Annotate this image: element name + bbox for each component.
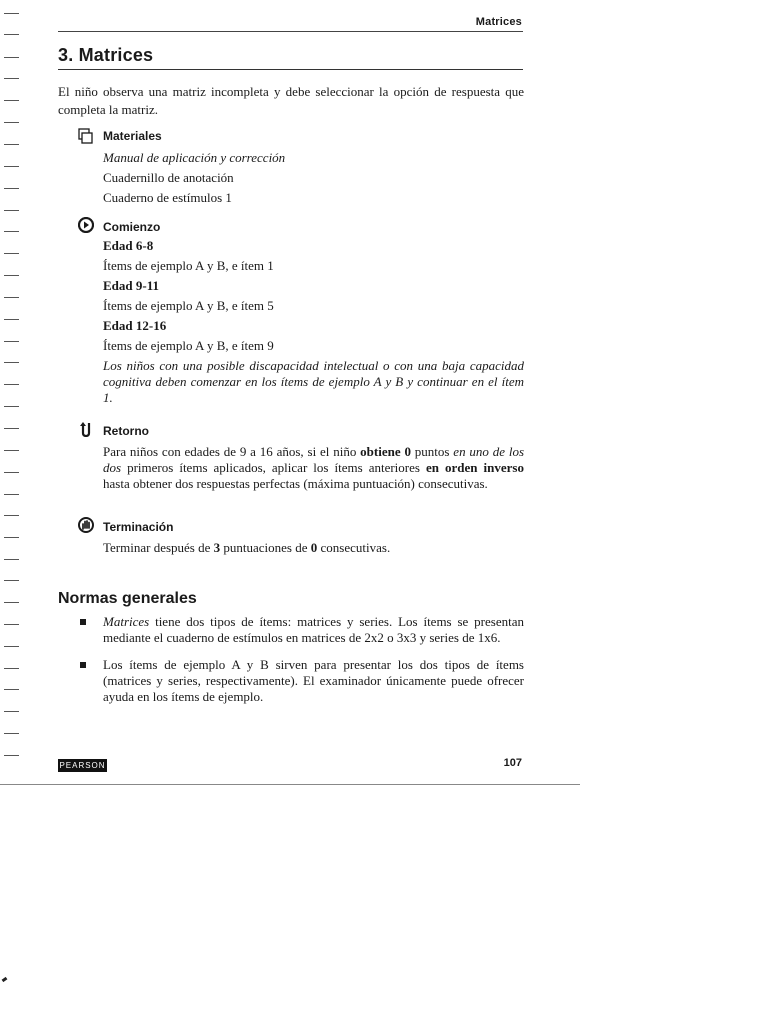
binding-marks [4,0,24,780]
header-rule [58,31,523,32]
materiales-item: Cuaderno de estímulos 1 [103,190,232,205]
comienzo-ages [103,236,524,406]
materiales-list [103,148,524,208]
comienzo-note: Los niños con una posible discapacidad intelectual o con una baja capacidad cognitiva deben comenzar en los ítems de ejemplo A y B y continuar en el ítem 1. [103,358,524,405]
bullet-text: Matrices tiene dos tipos de ítems: matrices y series. Los ítems se presentan mediante el cuaderno de estímulos en matrices de 2x2 o 3x3 y series de 1x6. [103,614,524,645]
age-text: Ítems de ejemplo A y B, e ítem 1 [103,258,274,273]
age-text: Ítems de ejemplo A y B, e ítem 9 [103,338,274,353]
bullet-icon [80,662,86,668]
chapter-title: 3. Matrices [58,45,154,65]
pearson-logo: PEARSON [59,761,106,770]
bullet-icon [80,619,86,625]
terminacion-heading: Terminación [103,520,174,534]
stop-hand-icon [78,517,94,533]
terminacion-text: Terminar después de 3 puntuaciones de 0 consecutivas. [103,540,391,555]
comienzo-heading: Comienzo [103,220,161,234]
bullet-text: Los ítems de ejemplo A y B sirven para presentar los dos tipos de ítems (matrices y series, respectivamente). El examinador únicamente puede ofrecer ayuda en los ítems de ejemplo. [103,657,524,704]
start-arrow-icon [78,217,94,233]
return-arrow-icon [78,421,94,437]
age-label: Edad 12-16 [103,318,167,333]
intro-paragraph: El niño observa una matriz incompleta y debe seleccionar la opción de respuesta que completa la matriz. [58,84,524,117]
normas-title: Normas generales [58,590,197,607]
footer-rule [0,784,580,785]
running-header: Matrices [475,16,522,28]
scan-mark [2,977,8,982]
retorno-text: Para niños con edades de 9 a 16 años, si el niño obtiene 0 puntos en uno de los dos primeros ítems aplicados, aplicar los ítems anteriores en orden inverso hasta obtener dos respuestas perfectas (máxima puntuación) consecutivas. [103,444,525,491]
retorno-heading: Retorno [103,424,149,438]
age-label: Edad 6-8 [103,238,154,253]
materials-icon [78,128,94,144]
materiales-heading: Materiales [103,129,162,143]
page-number: 107 [503,757,522,769]
chapter-rule [58,69,523,70]
materiales-item: Cuadernillo de anotación [103,170,234,185]
age-label: Edad 9-11 [103,278,159,293]
age-text: Ítems de ejemplo A y B, e ítem 5 [103,298,274,313]
materiales-item: Manual de aplicación y corrección [103,150,286,165]
